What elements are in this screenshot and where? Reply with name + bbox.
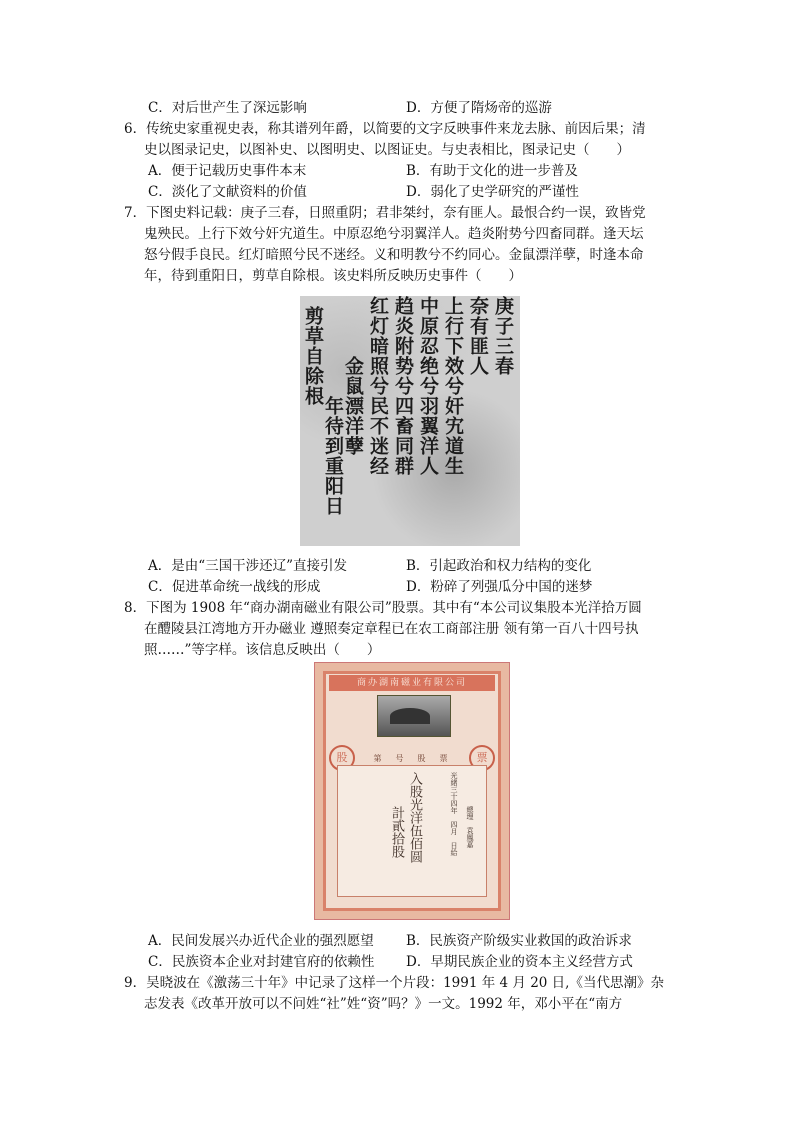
certificate-header: 第 号 股 票	[373, 754, 451, 763]
q5-option-d[interactable]: D．方便了隋炀帝的巡游	[406, 100, 552, 116]
certificate-shares-text: 計貳拾股	[389, 806, 404, 858]
q9-stem-line-1: 9．吴晓波在《激荡三十年》中记录了这样一个片段：1991 年 4 月 20 日,《当代思潮》杂	[124, 975, 664, 991]
q7-option-a[interactable]: A．是由“三国干涉还辽”直接引发	[148, 558, 348, 574]
q7-stem-line-4: 年，待到重阳日，剪草自除根。该史料所反映历史事件（ ）	[144, 268, 522, 284]
doc-column-7: 金鼠漂洋孽	[342, 356, 364, 456]
q6-option-d[interactable]: D．弱化了史学研究的严谨性	[406, 184, 579, 200]
q6-stem-line-2: 史以图录记史，以图补史、以图明史、以图证史。与史表相比，图录记史（ ）	[144, 142, 630, 158]
q7-stem-line-2: 鬼殃民。上行下效兮奸宄道生。中原忍绝兮羽翼洋人。趋炎附势兮四畜同群。逢天坛	[144, 226, 644, 242]
certificate-photo-hill	[390, 708, 430, 724]
certificate-body	[337, 765, 487, 897]
certificate-banner: 商办湖南磁业有限公司	[329, 675, 495, 691]
q8-stem-line-2: 在醴陵县江湾地方开办磁业 遵照奏定章程已在农工商部注册 领有第一百八十四号执	[144, 621, 639, 637]
q9-stem-line-2: 志发表《改革开放可以不问姓“社”姓“资”吗？》一文。1992 年，邓小平在“南方	[144, 996, 623, 1012]
doc-column-8: 年待到重阳日	[322, 396, 344, 516]
q8-option-d[interactable]: D．早期民族企业的资本主义经营方式	[406, 954, 633, 970]
certificate-photo	[377, 695, 451, 737]
q7-option-b[interactable]: B．引起政治和权力结构的变化	[406, 558, 592, 574]
doc-column-5: 趋炎附势兮四畜同群	[392, 296, 414, 476]
certificate-signature-text: 總理 袁鳳嘉	[466, 806, 474, 848]
doc-column-3: 上行下效兮奸宄道生	[442, 296, 464, 476]
certificate-seal-left: 股	[329, 745, 355, 771]
q6-option-a[interactable]: A．便于记载历史事件本末	[148, 163, 307, 179]
certificate-main-text: 入股光洋伍佰圆	[407, 772, 422, 863]
doc-column-2: 奈有匪人	[467, 296, 489, 376]
doc-column-4: 中原忍绝兮羽翼洋人	[417, 296, 439, 476]
q8-option-c[interactable]: C．民族资本企业对封建官府的依赖性	[148, 954, 375, 970]
doc-column-6: 红灯暗照兮民不迷经	[367, 296, 389, 476]
q8-option-b[interactable]: B．民族资产阶级实业救国的政治诉求	[406, 933, 632, 949]
q7-option-d[interactable]: D．粉碎了列强瓜分中国的迷梦	[406, 579, 593, 595]
q8-stem-line-1: 8．下图为 1908 年“商办湖南磁业有限公司”股票。其中有“本公司议集股本光洋拾万圆	[124, 600, 642, 616]
q7-stem-line-1: 7．下图史料记载：庚子三春，日照重阴；君非桀纣，奈有匪人。最恨合约一误，致皆党	[124, 205, 646, 221]
q6-option-b[interactable]: B．有助于文化的进一步普及	[406, 163, 578, 179]
certificate-date-text: 光緒三十四年 四月 日給	[450, 772, 458, 856]
q8-stock-certificate-image	[314, 662, 510, 920]
q8-stem-line-3: 照……”等字样。该信息反映出（ ）	[144, 642, 381, 658]
certificate-seal-right: 票	[469, 745, 495, 771]
q7-option-c[interactable]: C．促进革命统一战线的形成	[148, 579, 321, 595]
q7-stem-line-3: 怒兮假手良民。红灯暗照兮民不迷经。义和明教兮不约同心。金鼠漂洋孽，时逢本命	[144, 247, 644, 263]
q7-historical-document-image	[300, 296, 520, 546]
q6-option-c[interactable]: C．淡化了文献资料的价值	[148, 184, 307, 200]
q5-option-c[interactable]: C．对后世产生了深远影响	[148, 100, 307, 116]
q8-option-a[interactable]: A．民间发展兴办近代企业的强烈愿望	[148, 933, 374, 949]
doc-column-1: 庚子三春	[492, 296, 514, 376]
doc-column-9: 剪草自除根	[302, 306, 324, 406]
q6-stem-line-1: 6．传统史家重视史表，称其谱列年爵，以简要的文字反映事件来龙去脉、前因后果；清	[124, 121, 646, 137]
